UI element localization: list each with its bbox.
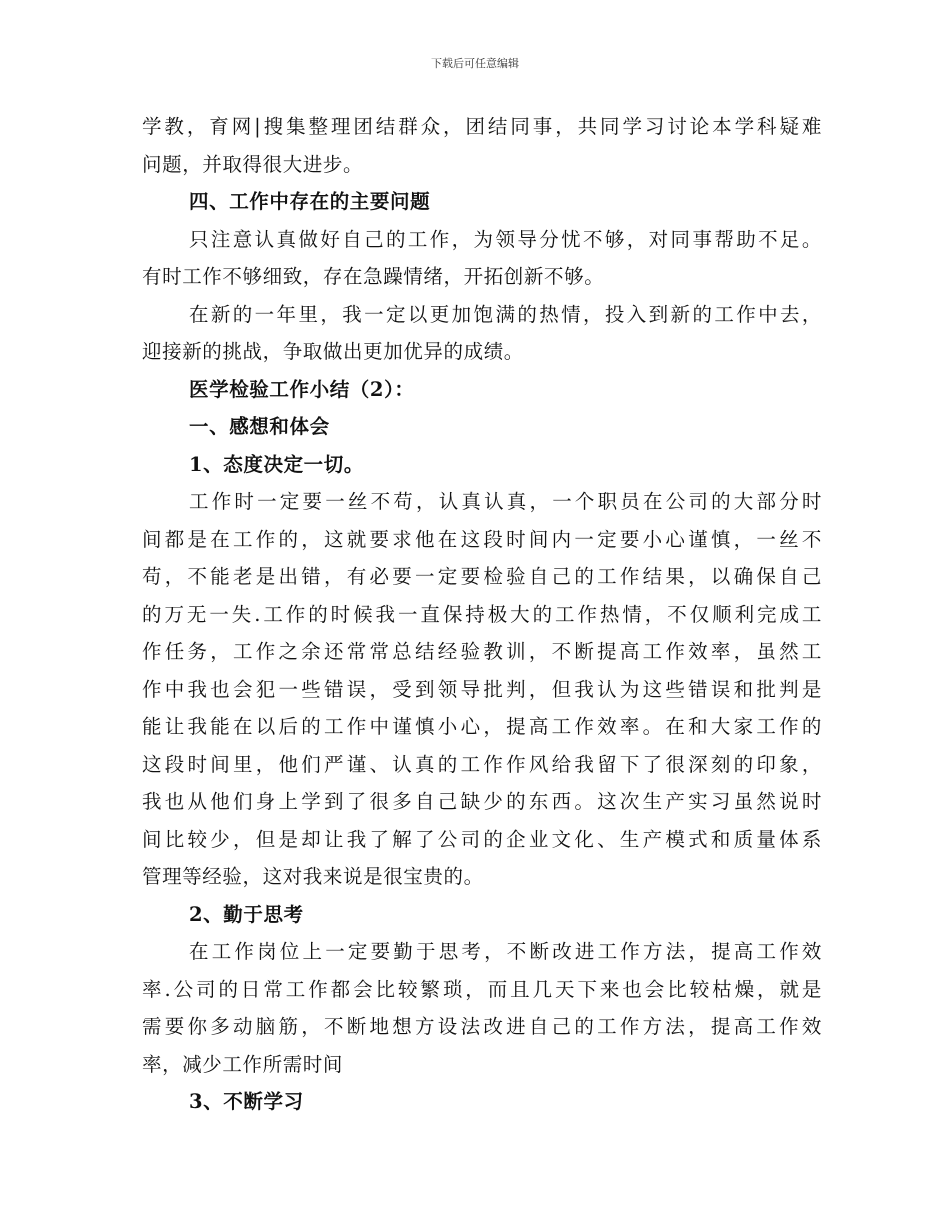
section-heading: 2、勤于思考 bbox=[189, 902, 304, 926]
body-text-line: 我也从他们身上学到了很多自己缺少的东西。这次生产实习虽然说时 bbox=[142, 790, 822, 813]
body-text-line: 问题，并取得很大进步。 bbox=[142, 152, 364, 176]
body-text-line: 管理等经验，这对我来说是很宝贵的。 bbox=[142, 865, 484, 888]
document-body bbox=[142, 108, 822, 1121]
section-heading: 一、感想和体会 bbox=[189, 415, 330, 438]
body-text-line: 只注意认真做好自己的工作，为领导分忧不够，对同事帮助不足。 bbox=[189, 227, 822, 251]
page-header: 下载后可任意编辑 bbox=[431, 57, 519, 70]
body-text-line: 在新的一年里，我一定以更加饱满的热情，投入到新的工作中去， bbox=[189, 302, 822, 326]
body-text-line: 率.公司的日常工作都会比较繁琐，而且几天下来也会比较枯燥，就是 bbox=[142, 977, 822, 1001]
body-text-line: 作中我也会犯一些错误，受到领导批判，但我认为这些错误和批判是 bbox=[142, 677, 822, 701]
body-text-line: 在工作岗位上一定要勤于思考，不断改进工作方法，提高工作效 bbox=[189, 940, 822, 963]
body-text-line: 工作时一定要一丝不苟，认真认真，一个职员在公司的大部分时 bbox=[189, 490, 822, 513]
section-heading: 四、工作中存在的主要问题 bbox=[189, 190, 431, 213]
section-heading: 1、态度决定一切。 bbox=[189, 452, 364, 476]
body-text-line: 间比较少，但是却让我了解了公司的企业文化、生产模式和质量体系 bbox=[142, 827, 822, 851]
body-text-line: 的万无一失.工作的时候我一直保持极大的工作热情，不仅顺利完成工 bbox=[142, 602, 822, 626]
body-text-line: 学教，育网|搜集整理团结群众，团结同事，共同学习讨论本学科疑难 bbox=[142, 115, 822, 138]
section-heading: 医学检验工作小结（2）： bbox=[189, 377, 415, 401]
body-text-line: 需要你多动脑筋，不断地想方设法改进自己的工作方法，提高工作效 bbox=[142, 1015, 822, 1038]
body-text-line: 间都是在工作的，这就要求他在这段时间内一定要小心谨慎，一丝不 bbox=[142, 527, 822, 551]
body-text-line: 率，减少工作所需时间 bbox=[142, 1052, 344, 1076]
body-text-line: 这段时间里，他们严谨、认真的工作作风给我留下了很深刻的印象， bbox=[142, 752, 822, 776]
section-heading: 3、不断学习 bbox=[189, 1090, 304, 1113]
body-text-line: 苟，不能老是出错，有必要一定要检验自己的工作结果，以确保自己 bbox=[142, 565, 822, 588]
body-text-line: 能让我能在以后的工作中谨慎小心，提高工作效率。在和大家工作的 bbox=[142, 715, 822, 738]
body-text-line: 有时工作不够细致，存在急躁情绪，开拓创新不够。 bbox=[142, 265, 605, 288]
body-text-line: 迎接新的挑战，争取做出更加优异的成绩。 bbox=[142, 340, 524, 363]
body-text-line: 作任务，工作之余还常常总结经验教训，不断提高工作效率，虽然工 bbox=[142, 640, 822, 663]
